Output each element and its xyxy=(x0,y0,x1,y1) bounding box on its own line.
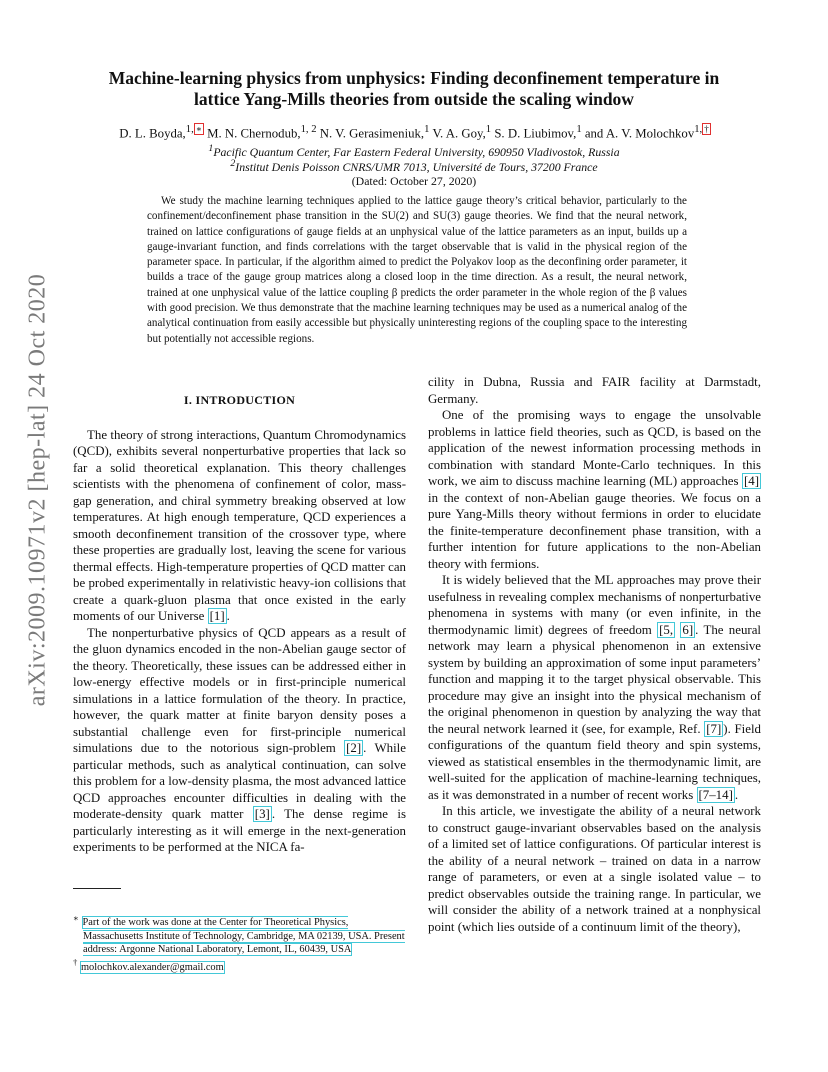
paragraph-text: ). Field configurations of the quantum field theory and spin systems, viewed as statistical ensembles in the thermodynamic limit, are well-suited for the application of machine-learning techniques, as it was demonstrated in a number of recent works xyxy=(428,721,761,802)
author-name: and A. V. Molochkov xyxy=(584,126,695,141)
section-heading: I. INTRODUCTION xyxy=(183,393,296,407)
footnote-divider xyxy=(73,888,121,889)
title-line-1: Machine-learning physics from unphysics: Finding deconfinement temperature in xyxy=(108,68,720,88)
author-name: V. A. Goy, xyxy=(432,126,486,141)
author-list xyxy=(70,122,760,141)
paper-title xyxy=(80,68,748,110)
footnote-1 xyxy=(73,912,406,956)
affiliation-sup: 2 xyxy=(230,158,236,169)
footnote-link[interactable]: † xyxy=(704,124,709,134)
author-affil-sup: 1, 2 xyxy=(300,124,317,135)
citation-link[interactable]: [1] xyxy=(209,609,225,623)
affiliation-sup: 1 xyxy=(208,143,214,154)
paragraph-text: It is widely believed that the ML approaches may prove their usefulness in revealing complex mechanisms of nonperturbative phenomena in systems with many (or even infinite, in the thermodynamic limit) degrees of freedom xyxy=(428,573,761,637)
citation-link[interactable]: [5, xyxy=(659,622,674,637)
author-affil-sup: 1 xyxy=(485,124,492,135)
title-line-2: lattice Yang-Mills theories from outside the scaling window xyxy=(194,89,634,109)
paragraph-text: . xyxy=(734,787,739,802)
paragraph: cility in Dubna, Russia and FAIR facility at Darmstadt, Germany. xyxy=(428,375,761,406)
paragraph-text: The nonperturbative physics of QCD appears as a result of the gluon dynamics encoded in the non-Abelian gauge sector of the theory. Theoretically, these issues can be addressed either in low-energy effective models or in first-principle numerical simulations in a lattice formulation of the theory. In practice, however, the quark matter at finite baryon density poses a substantial challenge even for first-principle numerical simulations due to the notorious sign-problem xyxy=(73,625,406,755)
author-name: D. L. Boyda, xyxy=(119,126,186,141)
arxiv-sidebar-stamp xyxy=(18,273,58,707)
affiliation-text: Institut Denis Poisson CNRS/UMR 7013, Université de Tours, 37200 France xyxy=(235,159,598,174)
footnote-link[interactable]: ∗ xyxy=(195,124,202,134)
citation-link[interactable]: [7] xyxy=(706,721,722,736)
right-column xyxy=(428,374,761,935)
paragraph xyxy=(73,427,406,625)
citation-link[interactable]: [3] xyxy=(254,807,270,821)
author-name: S. D. Liubimov, xyxy=(494,126,577,141)
paragraph-text: . The neural network may learn a physical phenomenon in an extensive system by building an approximation of some input parameters’ function and mapping it to the target physical observable. This procedure may give an insight into the physical mechanism of the original phenomenon in question by analyzing the way that the neural network learned it (see, for example, Ref. xyxy=(428,622,761,736)
author-name: M. N. Chernodub, xyxy=(207,126,301,141)
paragraph-text: The theory of strong interactions, Quantum Chromodynamics (QCD), exhibits several nonperturbative properties that lack so far a solid theoretical explanation. This theory challenges scientists with the phenomena of confinement of color, mass-gap generation, and chiral symmetry breaking observed at low temperatures. At high enough temperature, QCD experiences a smooth deconfinement transition of the crossover type, where these properties are gradually lost, leaving the scene for various thermal effects. High-temperature properties of QCD matter can be probed experimentally in relativistic heavy-ion collisions that create a quark-gluon plasma that once existed in the early moments of our Universe xyxy=(73,427,406,623)
paragraph-text: . xyxy=(226,609,230,623)
paragraph-text: . While particular methods, such as analytical continuation, can solve this problem for a low-density plasma, the most advanced lattice QCD approaches encounter difficulties in dealing with the moderate-density quark matter xyxy=(73,741,406,821)
citation-link[interactable]: [7–14] xyxy=(698,787,733,802)
author-affil-sup: 1, xyxy=(185,124,194,135)
citation-link[interactable]: [2] xyxy=(346,741,362,755)
abstract: We study the machine learning techniques applied to the lattice gauge theory’s critical behavior, particularly to the confinement/deconfinement phase transition in the SU(2) and SU(3) gauge theories. We find that the neural network, trained on lattice configurations of gauge fields at an unphysical value of the lattice parameters as an input, builds up a gauge-invariant function, and finds correlations with the target observable that is valid in the physical region of the parameter space. In particular, if the algorithm aimed to predict the Polyakov loop as the deconfining order parameter, it builds a trace of the gauge group matrices along a closed loop in the time direction. As a result, the neural network, trained at one unphysical value of the lattice coupling β predicts the order parameter in the whole region of the β values with good precision. We thus demonstrate that the machine learning techniques may be used as a numerical analog of the analytical continuation from easily accessible but physically uninteresting regions of the coupling space to the interesting but potentially not accessible regions. xyxy=(147,195,687,345)
citation-link[interactable]: [4] xyxy=(743,474,759,488)
left-column xyxy=(73,392,406,856)
footnote-link-text[interactable]: Part of the work was done at the Center for Theoretical Physics, Massachusetts Institute of Technology, Cambridge, MA 02139, USA. Present address: Argonne National Laboratory, Lemont, IL, 60439, USA xyxy=(82,917,405,956)
author-affil-sup: 1 xyxy=(424,124,430,135)
date-line: (Dated: October 27, 2020) xyxy=(351,174,477,188)
affiliation-2 xyxy=(80,157,748,174)
affiliation-text: Pacific Quantum Center, Far Eastern Federal University, 690950 Vladivostok, Russia xyxy=(213,144,620,159)
footnote-2 xyxy=(73,956,406,974)
paragraph: In this article, we investigate the ability of a neural network to construct gauge-invariant observables based on the analysis of a limited set of lattice configurations. Of particular interest is the ability of a neural network – trained on data in a narrow range of parameters, or even at a single isolated value – to predict observables outside the training range. In particular, we will consider the ability of a network trained at a nonphysical point (which lies outside of a continuum limit of the theory), xyxy=(428,804,761,934)
email-link[interactable]: molochkov.alexander@gmail.com xyxy=(80,961,224,973)
paragraph xyxy=(428,407,761,572)
paragraph-text: One of the promising ways to engage the unsolvable problems in lattice field theories, such as QCD, is based on the application of the newest information processing methods in combination with standard Monte-Carlo techniques. In this work, we aim to discuss machine learning (ML) approaches xyxy=(428,408,761,488)
arxiv-identifier: arXiv:2009.10971v2 [hep-lat] 24 Oct 2020 xyxy=(24,273,51,707)
author-affil-sup: 1, xyxy=(694,124,703,135)
paragraph-text: in the context of non-Abelian gauge theories. We focus on a pure Yang-Mills theory without fermions in order to elucidate the finite-temperature deconfinement phase transition, with a further intention for future applications to the non-Abelian theory with fermions. xyxy=(428,490,761,571)
author-name: N. V. Gerasimeniuk, xyxy=(319,126,425,141)
paragraph xyxy=(428,572,761,803)
footnote-mark: † xyxy=(73,957,78,968)
footnotes xyxy=(73,912,406,974)
paragraph xyxy=(73,625,406,856)
footnote-mark: ∗ xyxy=(73,913,79,923)
paragraph-text: . The dense regime is particularly interesting as it will emerge in the next-generation experiments to be performed at the NICA fa- xyxy=(73,807,406,854)
author-affil-sup: 1 xyxy=(576,124,582,135)
citation-link[interactable]: 6] xyxy=(682,622,694,637)
